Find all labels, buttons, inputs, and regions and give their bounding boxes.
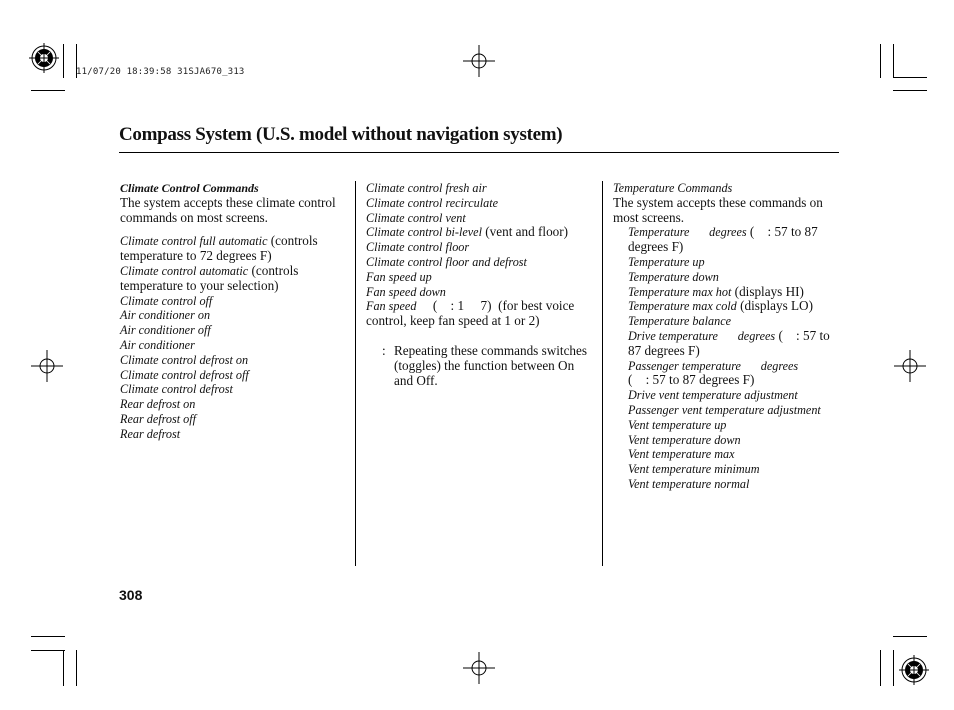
crop-mark [63,44,64,78]
column-divider [602,181,603,566]
column-climate-commands-continued [366,181,592,388]
command-entry: Temperature max hot (displays HI) [628,283,804,299]
command-entry: Fan speed ( : 1 7) (for best voice control, keep fan speed at 1 or 2) [366,298,578,329]
title-rule [119,152,839,153]
command-item: Vent temperature max [628,447,735,462]
command-item: Drive vent temperature adjustment [628,388,798,403]
command-item: Passenger vent temperature adjustment [628,402,821,417]
command-item: Vent temperature down [628,432,741,447]
command-item: Vent temperature up [628,417,727,432]
command-item: Fan speed up [366,269,432,284]
command-item: Climate control defrost off [120,367,249,382]
command-item: Climate control fresh air [366,181,487,195]
command-item: Climate control vent [366,210,466,225]
crop-mark [76,650,77,686]
command-item: Temperature up [628,254,705,269]
crop-mark [893,650,894,686]
page-title: Compass System (U.S. model without navigation system) [119,124,563,145]
command-item: Vent temperature minimum [628,462,760,477]
command-entry: Passenger temperature degrees ( : 57 to 87 degrees F) [628,358,799,388]
command-item: Rear defrost on [120,397,196,412]
command-item: Rear defrost [120,426,181,441]
registration-crosshair-bottom-icon [463,652,495,684]
command-entry: Temperature degrees ( : 57 to 87 degrees F) [628,224,821,255]
command-entry: Climate control bi-level (vent and floor) [366,224,569,240]
section-heading: Temperature Commands [613,181,733,195]
command-item: Vent temperature normal [628,476,750,491]
section-heading: Climate Control Commands [120,181,259,195]
note-text: Repeating these commands switches (toggles) the function between On and Off. [394,342,588,388]
command-item: Air conditioner on [120,308,211,323]
command-item: Climate control recirculate [366,195,499,210]
command-item: Climate control off [120,293,213,308]
registration-crosshair-left-icon [31,350,63,382]
crop-mark [893,636,927,637]
column-climate-commands [120,181,348,442]
crop-mark [893,44,894,78]
crop-mark [31,636,65,637]
command-item: Air conditioner off [120,323,211,338]
registration-mark-bottom-right-icon [899,655,929,685]
section-intro: The system accepts these climate control commands on most screens. [120,194,336,225]
command-entry: Drive temperature degrees ( : 57 to 87 degrees F) [628,327,834,358]
crop-mark [893,77,927,78]
column-divider [355,181,356,566]
command-item: Climate control floor [366,240,470,255]
command-item: Climate control defrost on [120,352,249,367]
command-item: Air conditioner [120,337,195,352]
registration-crosshair-top-icon [463,45,495,77]
command-item: Fan speed down [366,284,446,299]
section-intro: The system accepts these commands on most screens. [613,194,823,225]
crop-mark [893,90,927,91]
command-entry: Climate control automatic (controls temperature to your selection) [120,262,299,293]
registration-mark-top-left-icon [29,43,59,73]
crop-mark [31,650,65,651]
registration-crosshair-right-icon [894,350,926,382]
page-number: 308 [119,587,143,603]
command-entry: Temperature max cold (displays LO) [628,298,813,314]
note [366,344,589,388]
column-temperature-commands [613,181,841,492]
command-item: Rear defrost off [120,411,197,426]
command-item: Climate control defrost [120,382,233,397]
crop-mark [63,650,64,686]
crop-mark [880,650,881,686]
command-item: Temperature down [628,269,719,284]
command-entry: Climate control full automatic (controls temperature to 72 degrees F) [120,233,318,264]
command-item: Climate control floor and defrost [366,254,527,269]
crop-mark [31,90,65,91]
note-marker: : [382,342,386,358]
command-item: Temperature balance [628,314,732,329]
print-stamp: 11/07/20 18:39:58 31SJA670_313 [76,67,245,77]
crop-mark [880,44,881,78]
